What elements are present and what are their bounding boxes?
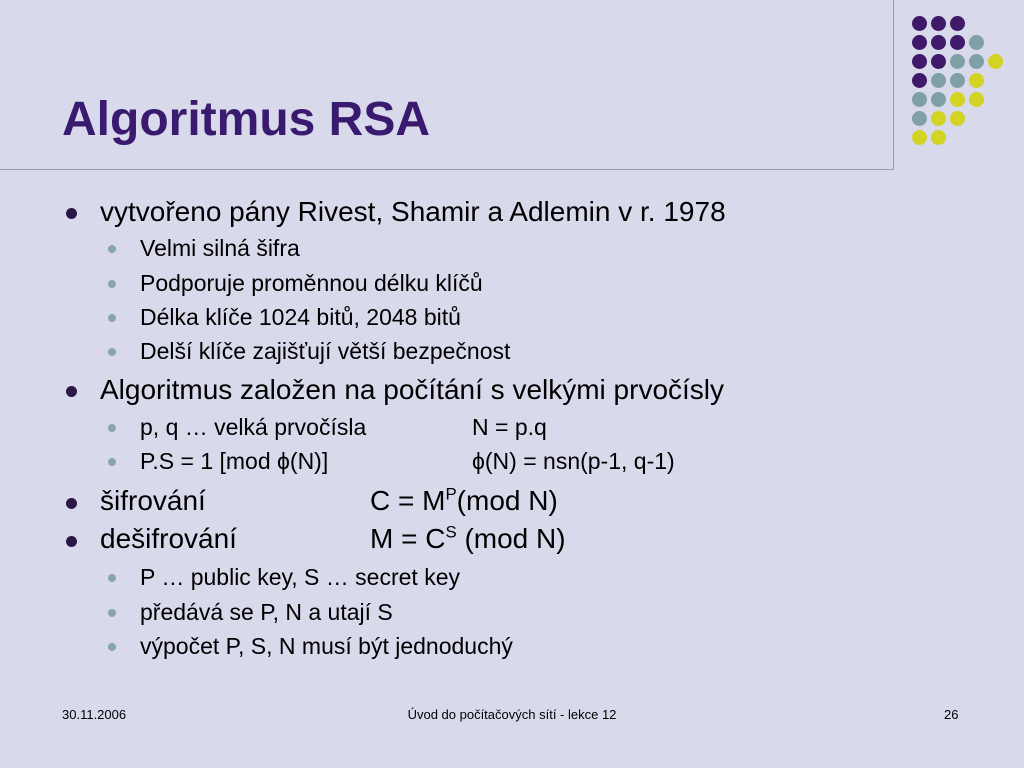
divider-horizontal — [0, 169, 894, 170]
dot — [969, 73, 984, 88]
formula-tail: (mod N) — [456, 523, 566, 554]
sub-bullet-icon — [108, 458, 116, 466]
sub-bullet-icon — [108, 574, 116, 582]
dot — [912, 73, 927, 88]
sub-bullet-formula: ϕ(N) = nsn(p-1, q-1) — [472, 448, 675, 474]
bullet-text: vytvořeno pány Rivest, Shamir a Adlemin v r. 1978 — [100, 196, 726, 227]
sub-bullet-text: P.S = 1 [mod ϕ(N)] — [140, 448, 329, 474]
dot — [931, 35, 946, 50]
formula-exponent: S — [445, 522, 457, 542]
dot — [931, 73, 946, 88]
dot — [912, 35, 927, 50]
sub-bullet-formula: N = p.q — [472, 414, 547, 440]
dot — [912, 130, 927, 145]
sub-bullet-text: předává se P, N a utají S — [140, 599, 393, 625]
dot — [950, 16, 965, 31]
dot — [950, 92, 965, 107]
sub-bullet-text: Delší klíče zajišťují větší bezpečnost — [140, 338, 511, 364]
dot — [931, 54, 946, 69]
formula-exponent: P — [445, 484, 457, 504]
footer-date: 30.11.2006 — [62, 707, 127, 722]
encryption-formula — [370, 485, 558, 517]
sub-bullet-icon — [108, 609, 116, 617]
sub-bullet-text: Délka klíče 1024 bitů, 2048 bitů — [140, 304, 461, 330]
dot — [950, 54, 965, 69]
sub-bullet-text: Velmi silná šifra — [140, 235, 300, 261]
dot — [931, 111, 946, 126]
dot — [931, 130, 946, 145]
bullet-text: Algoritmus založen na počítání s velkými prvočísly — [100, 374, 725, 405]
dot — [950, 111, 965, 126]
bullet-icon — [66, 536, 77, 547]
bullet-icon — [66, 498, 77, 509]
dot — [950, 35, 965, 50]
sub-bullet-text: výpočet P, S, N musí být jednoduchý — [140, 633, 513, 659]
sub-bullet-text: Podporuje proměnnou délku klíčů — [140, 270, 483, 296]
sub-bullet-icon — [108, 424, 116, 432]
bullet-text: šifrování — [100, 485, 206, 516]
dot — [969, 54, 984, 69]
decryption-formula — [370, 523, 566, 555]
sub-bullet-icon — [108, 245, 116, 253]
sub-bullet-icon — [108, 348, 116, 356]
dot — [969, 92, 984, 107]
dot — [950, 73, 965, 88]
dot — [912, 92, 927, 107]
sub-bullet-icon — [108, 314, 116, 322]
formula-main: C = M — [370, 485, 446, 516]
sub-bullet-icon — [108, 280, 116, 288]
formula-tail: (mod N) — [456, 485, 558, 516]
dot — [931, 92, 946, 107]
dot — [912, 111, 927, 126]
dot — [931, 16, 946, 31]
slide-title: Algoritmus RSA — [62, 93, 431, 146]
formula-main: M = C — [370, 523, 446, 554]
bullet-icon — [66, 208, 77, 219]
sub-bullet-text: p, q … velká prvočísla — [140, 414, 367, 440]
dot — [988, 54, 1003, 69]
divider-vertical — [893, 0, 894, 170]
sub-bullet-icon — [108, 643, 116, 651]
sub-bullet-text: P … public key, S … secret key — [140, 564, 460, 590]
footer-title: Úvod do počítačových sítí - lekce 12 — [407, 707, 617, 722]
dot — [969, 35, 984, 50]
dot — [912, 16, 927, 31]
bullet-icon — [66, 386, 77, 397]
bullet-text: dešifrování — [100, 523, 237, 554]
footer-page-number: 26 — [944, 707, 959, 722]
dot — [912, 54, 927, 69]
